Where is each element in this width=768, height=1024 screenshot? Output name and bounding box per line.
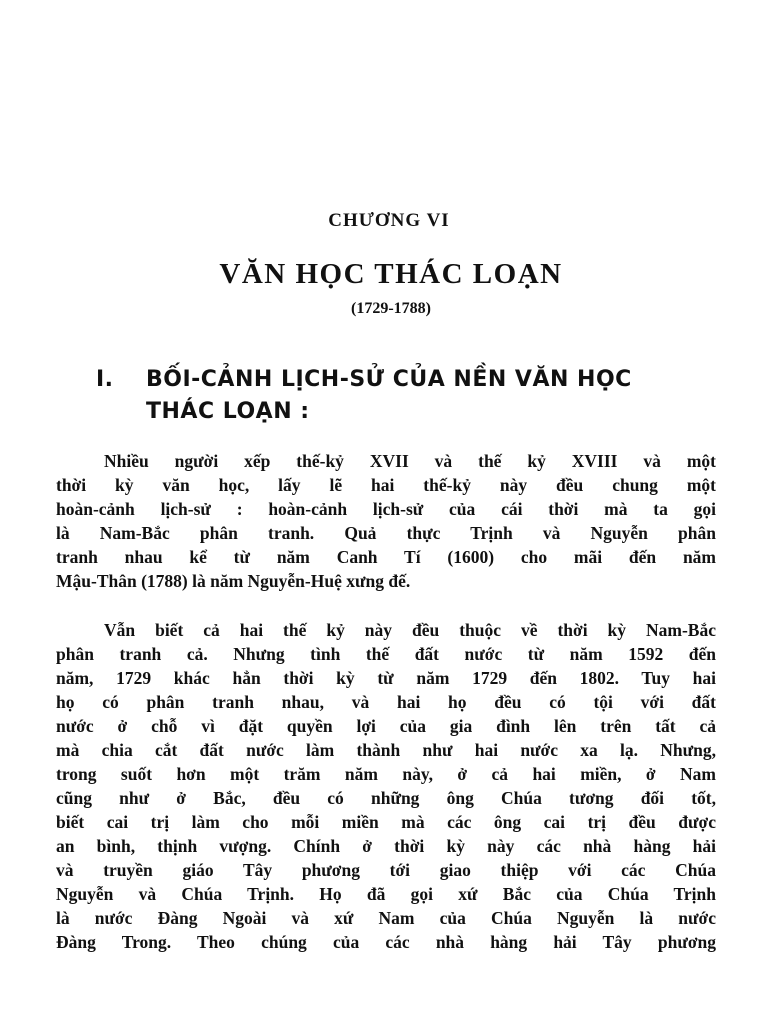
chapter-title: VĂN HỌC THÁC LOẠN (219, 258, 563, 290)
paragraph-line: tranh nhau kể từ năm Canh Tí (1600) cho mãi đến năm (56, 547, 716, 567)
paragraph-line: Đàng Trong. Theo chúng của các nhà hàng hải Tây phương (56, 932, 716, 952)
paragraph-line: trong suốt hơn một trăm năm này, ở cả hai miền, ở Nam (56, 764, 716, 784)
paragraph-line: biết cai trị làm cho mỗi miền mà các ông cai trị đều được (56, 812, 716, 832)
paragraph-line: mà chia cắt đất nước làm thành như hai nước xa lạ. Nhưng, (56, 740, 716, 760)
paragraph-line: và truyền giáo Tây phương tới giao thiệp với các Chúa (56, 860, 716, 880)
paragraph-line: năm, 1729 khác hẳn thời kỳ từ năm 1729 đến 1802. Tuy hai (56, 668, 716, 688)
paragraph-1 (56, 449, 716, 593)
paragraph-line: là nước Đàng Ngoài và xứ Nam của Chúa Nguyễn là nước (56, 908, 716, 928)
paragraph-line: nước ở chỗ vì đặt quyền lợi của gia đình lên trên tất cả (56, 716, 716, 736)
paragraph-line: cũng như ở Bắc, đều có những ông Chúa tương đối tốt, (56, 788, 716, 808)
section-title-line1: BỐI-CẢNH LỊCH-SỬ CỦA NỀN VĂN HỌC (146, 367, 632, 392)
paragraph-2 (56, 618, 716, 954)
chapter-label: CHƯƠNG VI (328, 210, 450, 231)
paragraph-line: an bình, thịnh vượng. Chính ở thời kỳ này các nhà hàng hải (56, 836, 716, 856)
paragraph-line: thời kỳ văn học, lấy lẽ hai thế-kỷ này đều chung một (56, 475, 716, 495)
chapter-dates: (1729-1788) (351, 300, 431, 317)
section-heading (96, 364, 716, 428)
section-number: I. (96, 367, 114, 392)
paragraph-line: hoàn-cảnh lịch-sử : hoàn-cảnh lịch-sử của cái thời mà ta gọi (56, 499, 716, 519)
paragraph-line: là Nam-Bắc phân tranh. Quả thực Trịnh và Nguyễn phân (56, 523, 716, 543)
paragraph-line: họ có phân tranh nhau, và hai họ đều có tội với đất (56, 692, 716, 712)
paragraph-line: Mậu-Thân (1788) là năm Nguyễn-Huệ xưng đế. (56, 571, 411, 591)
section-title-line2: THÁC LOẠN : (146, 399, 310, 424)
paragraph-line: Nhiều người xếp thế-kỷ XVII và thế kỷ XVIII và một (104, 451, 716, 471)
paragraph-line: Vẫn biết cả hai thế kỷ này đều thuộc về thời kỳ Nam-Bắc (104, 620, 716, 640)
paragraph-line: Nguyễn và Chúa Trịnh. Họ đã gọi xứ Bắc của Chúa Trịnh (56, 884, 716, 904)
paragraph-line: phân tranh cả. Nhưng tình thế đất nước từ năm 1592 đến (56, 644, 716, 664)
